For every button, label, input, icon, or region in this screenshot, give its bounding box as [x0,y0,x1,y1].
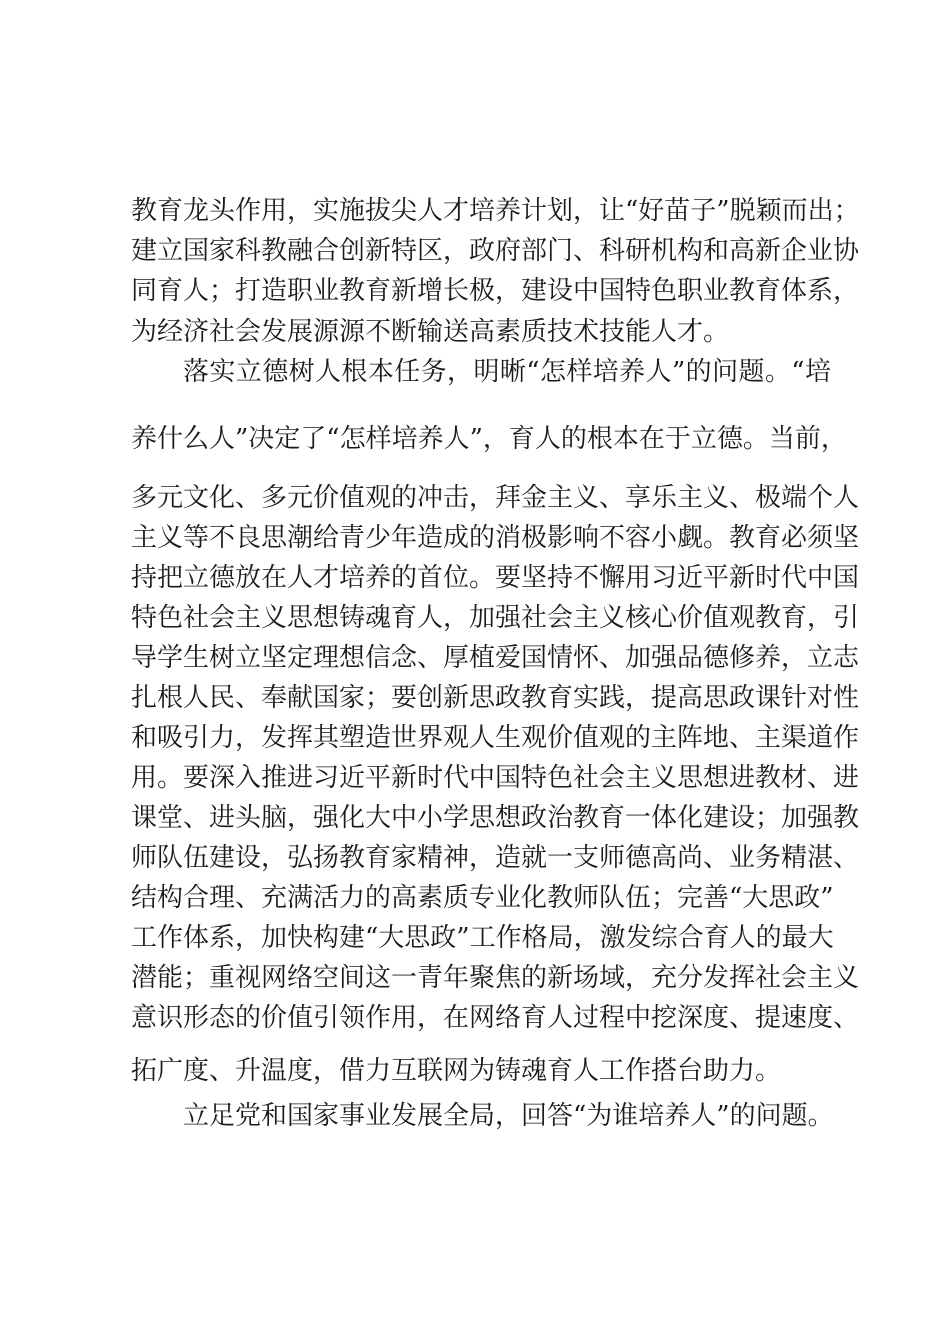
text-line: 扎根人民、奉献国家；要创新思政教育实践，提高思政课针对性 [131,683,860,713]
text-line: 同育人；打造职业教育新增长极，建设中国特色职业教育体系， [131,276,860,306]
text-line: 主义等不良思潮给青少年造成的消极影响不容小觑。教育必须坚 [131,523,860,553]
text-line: 导学生树立坚定理想信念、厚植爱国情怀、加强品德修养，立志 [131,643,860,673]
text-line: 工作体系，加快构建“大思政”工作格局，激发综合育人的最大 [131,923,834,953]
text-line: 师队伍建设，弘扬教育家精神，造就一支师德高尚、业务精湛、 [131,843,860,873]
text-line: 特色社会主义思想铸魂育人，加强社会主义核心价值观教育，引 [131,603,860,633]
text-line: 课堂、进头脑，强化大中小学思想政治教育一体化建设；加强教 [131,803,860,833]
text-line: 用。要深入推进习近平新时代中国特色社会主义思想进教材、进 [131,763,860,793]
text-line: 养什么人”决定了“怎样培养人”，育人的根本在于立德。当前， [131,424,847,454]
text-line: 为经济社会发展源源不断输送高素质技术技能人才。 [131,317,730,347]
text-line: 建立国家科教融合创新特区，政府部门、科研机构和高新企业协 [131,236,860,266]
text-line: 持把立德放在人才培养的首位。要坚持不懈用习近平新时代中国 [131,563,860,593]
text-line: 潜能；重视网络空间这一青年聚焦的新场域，充分发挥社会主义 [131,963,860,993]
text-line: 结构合理、充满活力的高素质专业化教师队伍；完善“大思政” [131,883,834,913]
text-line: 多元文化、多元价值观的冲击，拜金主义、享乐主义、极端个人 [131,483,860,513]
paragraph-start-line: 落实立德树人根本任务，明晰“怎样培养人”的问题。“培 [183,357,831,387]
text-line: 教育龙头作用，实施拔尖人才培养计划，让“好苗子”脱颖而出； [131,196,860,226]
text-line: 和吸引力，发挥其塑造世界观人生观价值观的主阵地、主渠道作 [131,723,860,753]
text-line: 拓广度、升温度，借力互联网为铸魂育人工作搭台助力。 [131,1056,782,1086]
text-line: 意识形态的价值引领作用，在网络育人过程中挖深度、提速度、 [131,1003,860,1033]
paragraph-start-line: 立足党和国家事业发展全局，回答“为谁培养人”的问题。 [183,1101,834,1131]
